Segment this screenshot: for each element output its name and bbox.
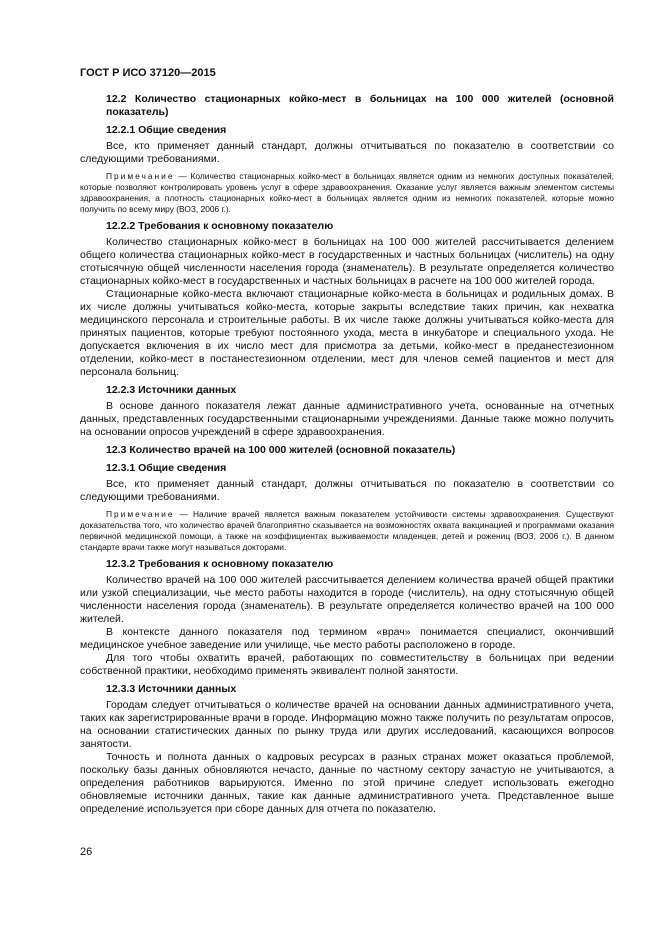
note-label: Примечание <box>106 171 175 181</box>
section-12-3-2-paragraph-1: Количество врачей на 100 000 жителей рассчитывается делением количества врачей общей практики или узкой специализации, чье место работы находится в городе (числитель), на одну стотысячную общей численности населения города (знаменатель). В результате определяется количество врачей на 100 000 жителей. <box>80 574 614 625</box>
section-12-2-2-paragraph-1: Количество стационарных койко-мест в больницах на 100 000 жителей рассчитывается делением общего количества стационарных койко-мест в государственных и частных больницах (числитель) на одну стотысячную общей численности населения города (знаменатель). В результате определяется количество стационарных койко-мест в государственных и частных больницах в расчете на 100 000 жителей города. <box>80 236 614 287</box>
section-12-2-2-title: 12.2.2 Требования к основному показателю <box>106 220 334 232</box>
document-header: ГОСТ Р ИСО 37120—2015 <box>80 67 216 79</box>
section-12-3-2-title: 12.3.2 Требования к основному показателю <box>106 558 334 570</box>
section-12-3-1-paragraph: Все, кто применяет данный стандарт, должны отчитываться по показателю в соответствии со следующими требованиями. <box>80 478 614 503</box>
section-12-2-title: 12.2 Количество стационарных койко-мест в больницах на 100 000 жителей (основной показатель) <box>106 93 614 118</box>
section-12-3-1-note <box>80 509 614 553</box>
section-12-3-title: 12.3 Количество врачей на 100 000 жителей (основной показатель) <box>106 444 456 456</box>
section-12-2-1-note <box>80 171 614 215</box>
note-text: — Количество стационарных койко-мест в больницах является одним из немногих доступных показателей, которые позволяют контролировать уровень услуг в сфере здравоохранения. Оказание услуг является важным элементом системы здравоохранения, а плотность стационарных койко-мест в больницах является одним из немногих показателей, которые можно получить по всему миру (ВОЗ, 2006 г.). <box>80 171 614 214</box>
section-12-3-3-paragraph-2: Точность и полнота данных о кадровых ресурсах в разных странах может оказаться проблемой, поскольку базы данных обновляются нечасто, данные по частному сектору зачастую не учитываются, а определения работников варьируются. Именно по этой причине следует использовать ежегодно обновляемые источники данных, такие как данные административного учета. Представленное выше определение используется при сборе данных для отчета по показателю. <box>80 751 614 815</box>
section-12-3-2-paragraph-2: В контексте данного показателя под термином «врач» понимается специалист, окончивший медицинское учебное заведение или училище, чье место работы расположено в городе. <box>80 626 614 651</box>
section-12-3-1-title: 12.3.1 Общие сведения <box>106 462 227 474</box>
page-content <box>80 93 614 816</box>
note-text: — Наличие врачей является важным показателем устойчивости системы здравоохранения. Существуют доказательства того, что количество врачей благоприятно сказывается на возможностях охвата вакцинацией и программами оказания первичной медицинской помощи, а также на коэффициентах выживаемости младенцев, детей и рожениц (ВОЗ, 2006 г.). В данном стандарте врачи также могут называться докторами. <box>80 509 614 552</box>
section-12-2-1-title: 12.2.1 Общие сведения <box>106 124 227 136</box>
section-12-3-3-paragraph-1: Городам следует отчитываться о количестве врачей на основании данных административного учета, таких как зарегистрированные врачи в городе. Информацию можно также получить по результатам опросов, на основании статистических данных по рынку труда или других исследований, касающихся вопросов занятости. <box>80 699 614 750</box>
section-12-3-2-paragraph-3: Для того чтобы охватить врачей, работающих по совместительству в больницах при ведении собственной практики, необходимо применять эквивалент полной занятости. <box>80 652 614 677</box>
section-12-2-3-title: 12.2.3 Источники данных <box>106 384 237 396</box>
section-12-2-1-paragraph: Все, кто применяет данный стандарт, должны отчитываться по показателю в соответствии со следующими требованиями. <box>80 140 614 165</box>
section-12-3-3-title: 12.3.3 Источники данных <box>106 683 237 695</box>
section-12-2-3-paragraph: В основе данного показателя лежат данные административного учета, основанные на отчетных данных, представленных государственными стационарными учреждениями. Данные также можно получить на основании опросов учреждений в сфере здравоохранения. <box>80 400 614 438</box>
section-12-2-2-paragraph-2: Стационарные койко-места включают стационарные койко-места в больницах и родильных домах. В их числе должны учитываться койко-места, которые закрыты вследствие таких причин, как нехватка медицинского персонала и строительные работы. В их числе также должны учитываться койко-места для принятых пациентов, которые требуют постоянного ухода, места в инкубаторе и специального ухода. Не допускается включения в их число мест для присмотра за детьми, койко-мест в преданестезионном отделении, койко-мест в постанестезионном отделении, мест для членов семей пациентов и мест для персонала больниц. <box>80 288 614 378</box>
page-number: 26 <box>80 846 93 858</box>
note-label: Примечание <box>106 509 175 519</box>
